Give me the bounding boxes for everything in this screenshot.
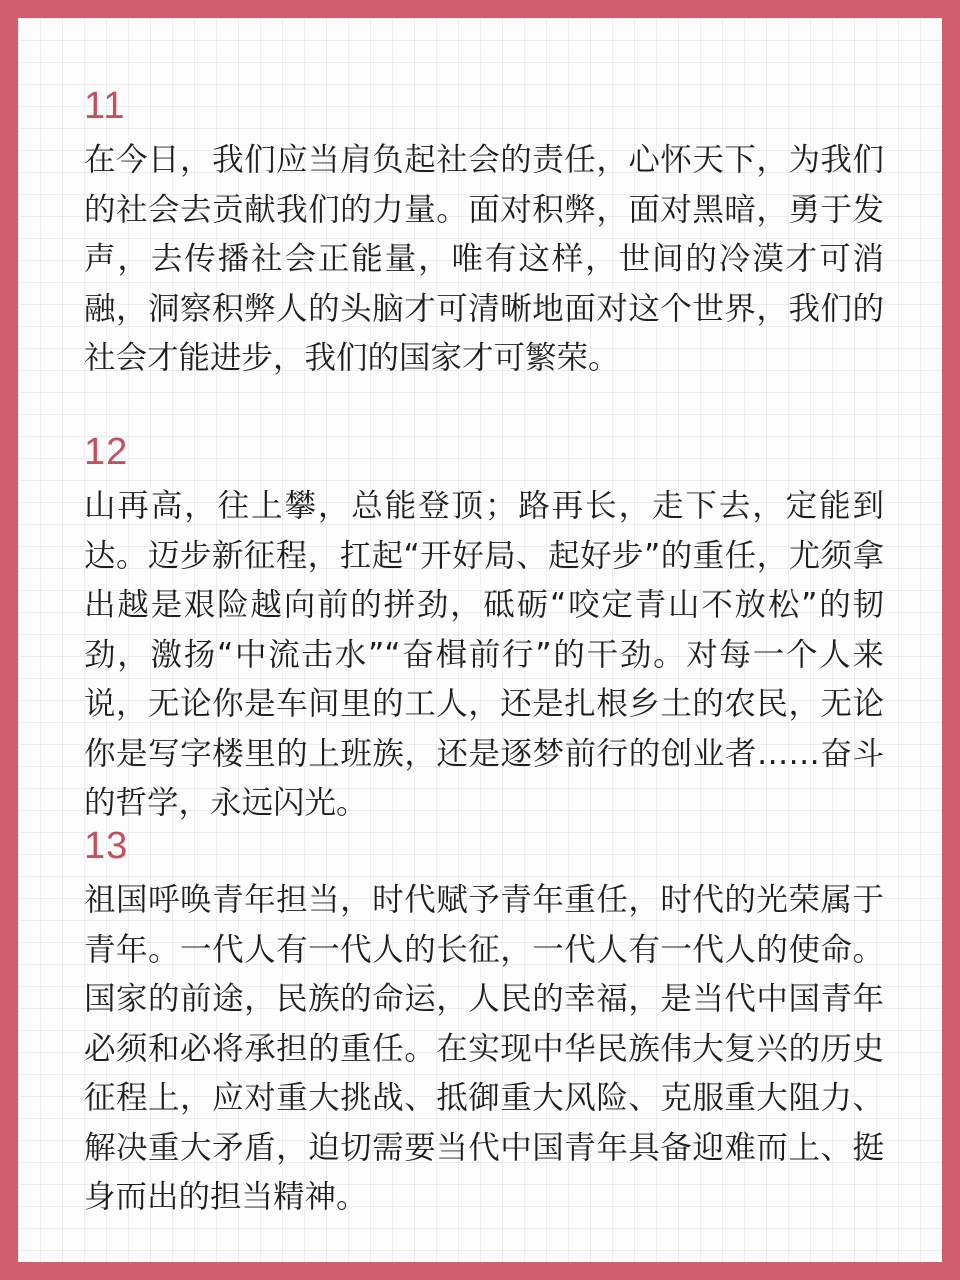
section-paragraph: 在今日，我们应当肩负起社会的责任，心怀天下，为我们的社会去贡献我们的力量。面对积弊，面对黑暗，勇于发声，去传播社会正能量，唯有这样，世间的冷漠才可消融，洞察积弊人的头脑才可清晰地面对这个世界，我们的社会才能进步，我们的国家才可繁荣。	[84, 142, 884, 376]
section-number: 11	[84, 85, 126, 127]
section-number: 13	[84, 825, 129, 867]
section-number: 12	[84, 431, 129, 473]
quote-section-13	[84, 820, 884, 1223]
paper-page	[18, 18, 942, 1262]
section-paragraph: 山再高，往上攀，总能登顶；路再长，走下去，定能到达。迈步新征程，扛起“开好局、起好步”的重任，尤须拿出越是艰险越向前的拼劲，砥砺“咬定青山不放松”的韧劲，激扬“中流击水”“奋楫前行”的干劲。对每一个人来说，无论你是车间里的工人，还是扎根乡土的农民，无论你是写字楼里的上班族，还是逐梦前行的创业者……奋斗的哲学，永远闪光。	[84, 488, 884, 821]
quote-section-12	[84, 426, 884, 829]
quote-section-11	[84, 80, 884, 384]
section-paragraph: 祖国呼唤青年担当，时代赋予青年重任，时代的光荣属于青年。一代人有一代人的长征，一代人有一代人的使命。国家的前途，民族的命运，人民的幸福，是当代中国青年必须和必将承担的重任。在实现中华民族伟大复兴的历史征程上，应对重大挑战、抵御重大风险、克服重大阻力、解决重大矛盾，迫切需要当代中国青年具备迎难而上、挺身而出的担当精神。	[84, 882, 884, 1215]
